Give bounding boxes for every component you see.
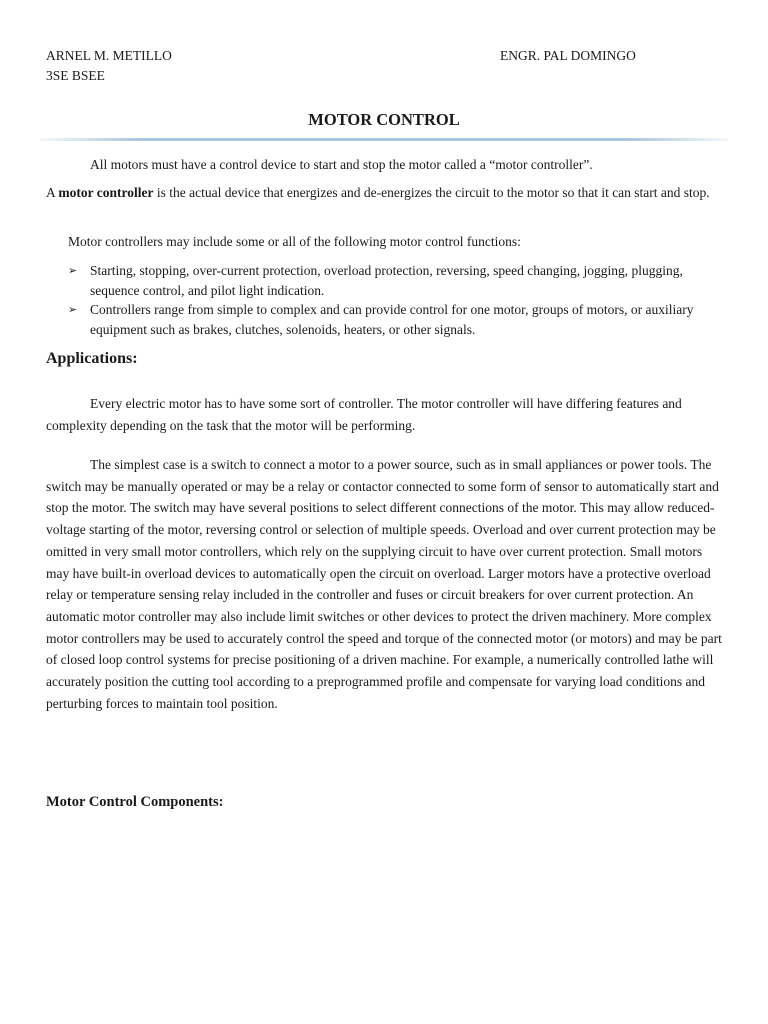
- bullet-item: [68, 261, 718, 301]
- applications-paragraph-2: The simplest case is a switch to connect a motor to a power source, such as in small appliances or power tools. The switch may be manually operated or may be a relay or contactor connected to some form of sensor to automatically start and stop the motor. The switch may have several positions to select different connections of the motor. This may allow reduced-voltage starting of the motor, reversing control or selection of multiple speeds. Overload and over current protection may be omitted in very small motor controllers, which rely on the supplying circuit to have over current protection. Small motors may have built-in overload devices to automatically open the circuit on overload. Larger motors have a protective overload relay or temperature sensing relay included in the controller and fuses or circuit breakers for over current protection. An automatic motor controller may also include limit switches or other devices to protect the driven machinery. More complex motor controllers may be used to accurately control the speed and torque of the connected motor (or motors) and may be part of closed loop control systems for precise positioning of a driven machine. For example, a numerically controlled lathe will accurately position the cutting tool according to a preprogrammed profile and compensate for varying load conditions and perturbing forces to maintain tool position.: [46, 457, 722, 711]
- course-label: 3SE BSEE: [46, 68, 105, 83]
- intro-paragraph-3: Motor controllers may include some or all of the following motor control functions:: [68, 234, 521, 249]
- bullet-text: Starting, stopping, over-current protection, overload protection, reversing, speed changing, jogging, plugging, sequence control, and pilot light indication.: [90, 263, 683, 298]
- author-name: ARNEL M. METILLO: [46, 48, 172, 63]
- intro-paragraph-1: All motors must have a control device to start and stop the motor called a “motor controller”.: [90, 157, 593, 172]
- arrow-bullet-icon: ➢: [68, 304, 78, 316]
- applications-heading: Applications:: [46, 350, 138, 367]
- bullet-item: [68, 300, 718, 340]
- intro-p2-suffix: is the actual device that energizes and de-energizes the circuit to the motor so that it can start and stop.: [153, 185, 710, 200]
- intro-p2-prefix: A: [46, 185, 59, 200]
- bullet-text: Controllers range from simple to complex and can provide control for one motor, groups of motors, or auxiliary equipment such as brakes, clutches, solenoids, heaters, or other signals.: [90, 302, 694, 337]
- components-heading: Motor Control Components:: [46, 794, 224, 810]
- document-title: MOTOR CONTROL: [308, 110, 460, 129]
- intro-paragraph-2: [46, 182, 722, 204]
- arrow-bullet-icon: ➢: [68, 265, 78, 277]
- title-divider: [40, 138, 728, 141]
- motor-controller-term: motor controller: [58, 185, 154, 200]
- instructor-name: ENGR. PAL DOMINGO: [500, 48, 636, 63]
- applications-paragraph-1: Every electric motor has to have some sort of controller. The motor controller will have differing features and complexity depending on the task that the motor will be performing.: [46, 396, 682, 433]
